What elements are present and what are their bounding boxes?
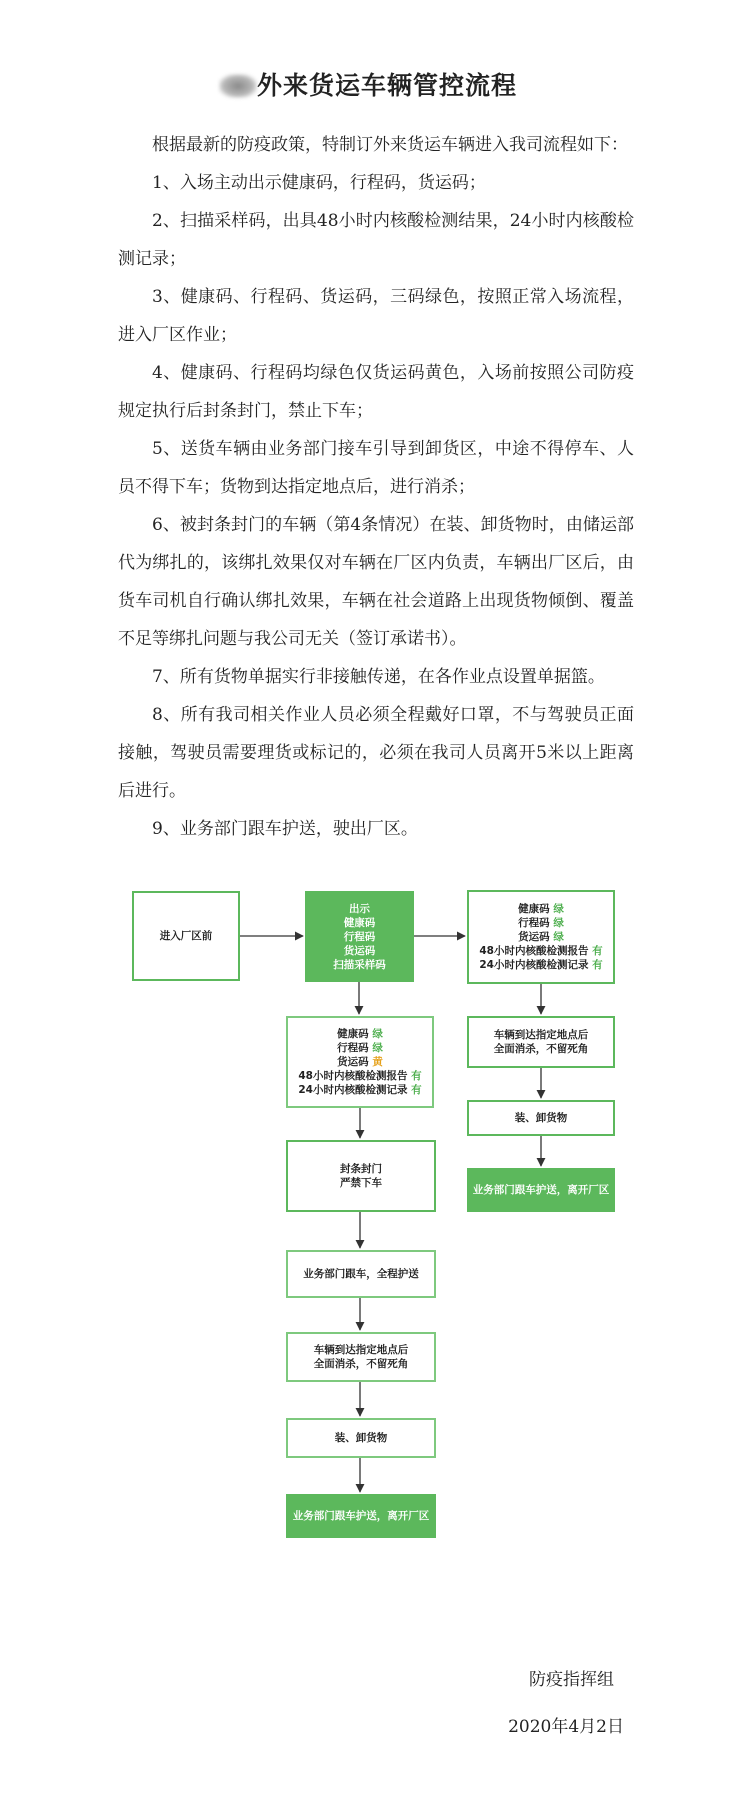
flow-green-load-box: 装、卸货物 <box>467 1100 615 1136</box>
signature: 防疫指挥组 <box>529 1670 614 1690</box>
date: 2020年4月2日 <box>508 1717 624 1737</box>
flow-escort-box: 业务部门跟车，全程护送 <box>286 1250 436 1298</box>
document-title: 外来货运车辆管控流程 <box>0 66 736 102</box>
rule-item-2: 2、扫描采样码，出具48小时内核酸检测结果，24小时内核酸检测记录； <box>118 211 634 269</box>
rule-item-7: 7、所有货物单据实行非接触传递，在各作业点设置单据篮。 <box>152 667 605 687</box>
flow-green-check-box: 健康码 绿 行程码 绿 货运码 绿 48小时内核酸检测报告 有 24小时内核酸检测记录 有 <box>467 890 615 984</box>
rule-item-6: 6、被封条封门的车辆（第4条情况）在装、卸货物时，由储运部代为绑扎的，该绑扎效果仅对车辆在厂区内负责，车辆出厂区后，由货车司机自行确认绑扎效果，车辆在社会道路上出现货物倾倒、覆盖不足等绑扎问题与我公司无关（签订承诺书）。 <box>118 515 634 649</box>
flow-yellow-leave-box: 业务部门跟车护送，离开厂区 <box>286 1494 436 1538</box>
rule-item-1: 1、入场主动出示健康码，行程码，货运码； <box>152 173 486 193</box>
redacted-company-name <box>219 74 257 98</box>
flow-green-leave-box: 业务部门跟车护送，离开厂区 <box>467 1168 615 1212</box>
flow-yellow-arrive-box: 车辆到达指定地点后 全面消杀，不留死角 <box>286 1332 436 1382</box>
flow-yellow-check-box: 健康码 绿 行程码 绿 货运码 黄 48小时内核酸检测报告 有 24小时内核酸检测记录 有 <box>286 1016 434 1108</box>
flow-green-arrive-box: 车辆到达指定地点后 全面消杀，不留死角 <box>467 1016 615 1068</box>
rule-item-4: 4、健康码、行程码均绿色仅货运码黄色，入场前按照公司防疫规定执行后封条封门，禁止下车； <box>118 363 634 421</box>
rule-item-5: 5、送货车辆由业务部门接车引导到卸货区，中途不得停车、人员不得下车；货物到达指定地点后，进行消杀； <box>118 439 634 497</box>
flow-yellow-load-box: 装、卸货物 <box>286 1418 436 1458</box>
intro-paragraph: 根据最新的防疫政策，特制订外来货运车辆进入我司流程如下： <box>152 135 628 155</box>
flow-start-box: 进入厂区前 <box>132 891 240 981</box>
rule-item-3: 3、健康码、行程码、货运码，三码绿色，按照正常入场流程，进入厂区作业； <box>118 287 634 345</box>
flow-seal-box: 封条封门 严禁下车 <box>286 1140 436 1212</box>
document-body <box>118 126 634 848</box>
rule-item-8: 8、所有我司相关作业人员必须全程戴好口罩，不与驾驶员正面接触，驾驶员需要理货或标记的，必须在我司人员离开5米以上距离后进行。 <box>118 705 634 801</box>
flow-show-codes-box: 出示 健康码 行程码 货运码 扫描采样码 <box>305 891 414 982</box>
rule-item-9: 9、业务部门跟车护送，驶出厂区。 <box>152 819 418 839</box>
